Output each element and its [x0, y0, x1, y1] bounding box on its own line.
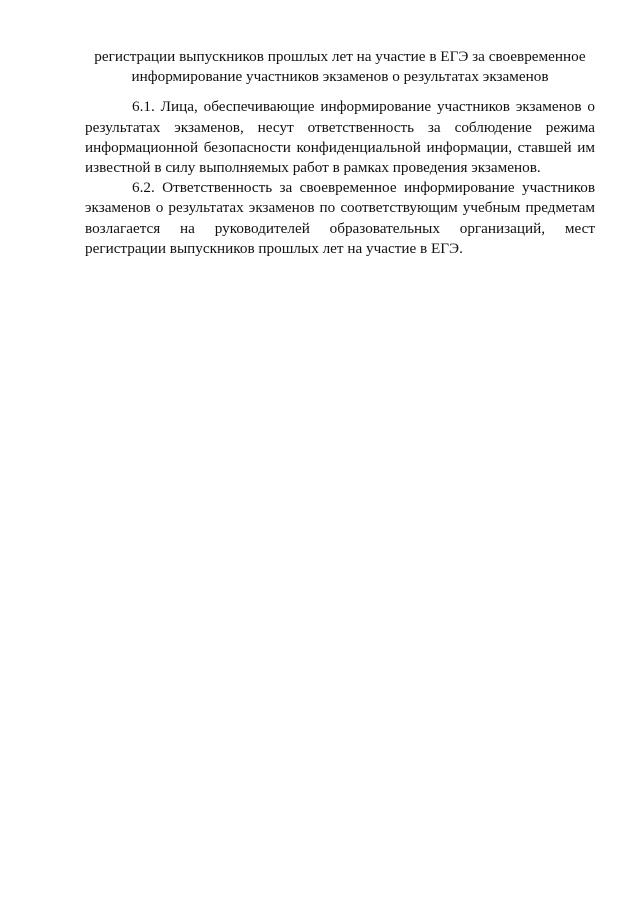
section-heading — [85, 47, 595, 87]
paragraph-6-1: 6.1. Лица, обеспечивающие информирование участников экзаменов о результатах экзаменов, несут ответственность за соблюдение режима информационной безопасности конфиденциальной информации, ставшей им известной в силу выполняемых работ в рамках проведения экзаменов. — [85, 98, 595, 177]
heading-line-2: информирование участников экзаменов о результатах экзаменов — [131, 68, 549, 86]
paragraph-6-2: 6.2. Ответственность за своевременное информирование участников экзаменов о результатах экзаменов по соответствующим учебным предметам возлагается на руководителей образовательных организаций, мест регистрации выпускников прошлых лет на участие в ЕГЭ. — [85, 179, 595, 257]
heading-line-1: регистрации выпускников прошлых лет на участие в ЕГЭ за своевременное — [94, 48, 586, 65]
document-page — [85, 47, 595, 259]
